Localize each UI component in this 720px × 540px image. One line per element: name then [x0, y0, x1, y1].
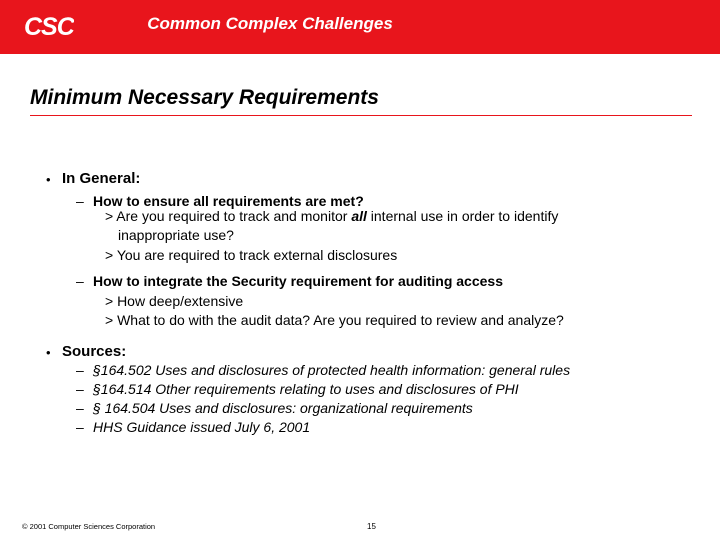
source-item: §164.502 Uses and disclosures of protected health information: general rules — [93, 362, 571, 378]
svg-text:CSC: CSC — [24, 13, 74, 39]
source-item: § 164.504 Uses and disclosures: organizational requirements — [93, 400, 473, 416]
source-item: §164.514 Other requirements relating to uses and disclosures of PHI — [93, 381, 519, 397]
general-heading: In General: — [62, 170, 141, 187]
question-1-point-1-continued: inappropriate use? — [118, 227, 234, 243]
dash-icon: – — [76, 193, 84, 209]
header-title: Common Complex Challenges — [147, 14, 393, 33]
dash-icon: – — [76, 400, 84, 416]
bullet-icon: • — [46, 345, 51, 360]
slide-title: Minimum Necessary Requirements — [30, 86, 379, 109]
dash-icon: – — [76, 419, 84, 435]
question-1-point-2: > You are required to track external disclosures — [105, 247, 398, 263]
question-1-point-1: > Are you required to track and monitor all internal use in order to identify — [105, 208, 559, 224]
source-item: HHS Guidance issued July 6, 2001 — [93, 419, 311, 435]
question-2-point-1: > How deep/extensive — [105, 293, 244, 309]
general-question-2: How to integrate the Security requirement for auditing access — [93, 273, 503, 289]
header-banner — [0, 0, 720, 54]
page-number: 15 — [367, 522, 376, 531]
dash-icon: – — [76, 273, 84, 289]
sources-heading: Sources: — [62, 343, 127, 360]
dash-icon: – — [76, 362, 84, 378]
question-2-point-2: > What to do with the audit data? Are you required to review and analyze? — [105, 312, 564, 328]
dash-icon: – — [76, 381, 84, 397]
general-question-1: How to ensure all requirements are met? — [93, 193, 364, 209]
title-divider — [30, 115, 692, 116]
footer-copyright: © 2001 Computer Sciences Corporation — [22, 522, 156, 531]
bullet-icon: • — [46, 172, 51, 187]
